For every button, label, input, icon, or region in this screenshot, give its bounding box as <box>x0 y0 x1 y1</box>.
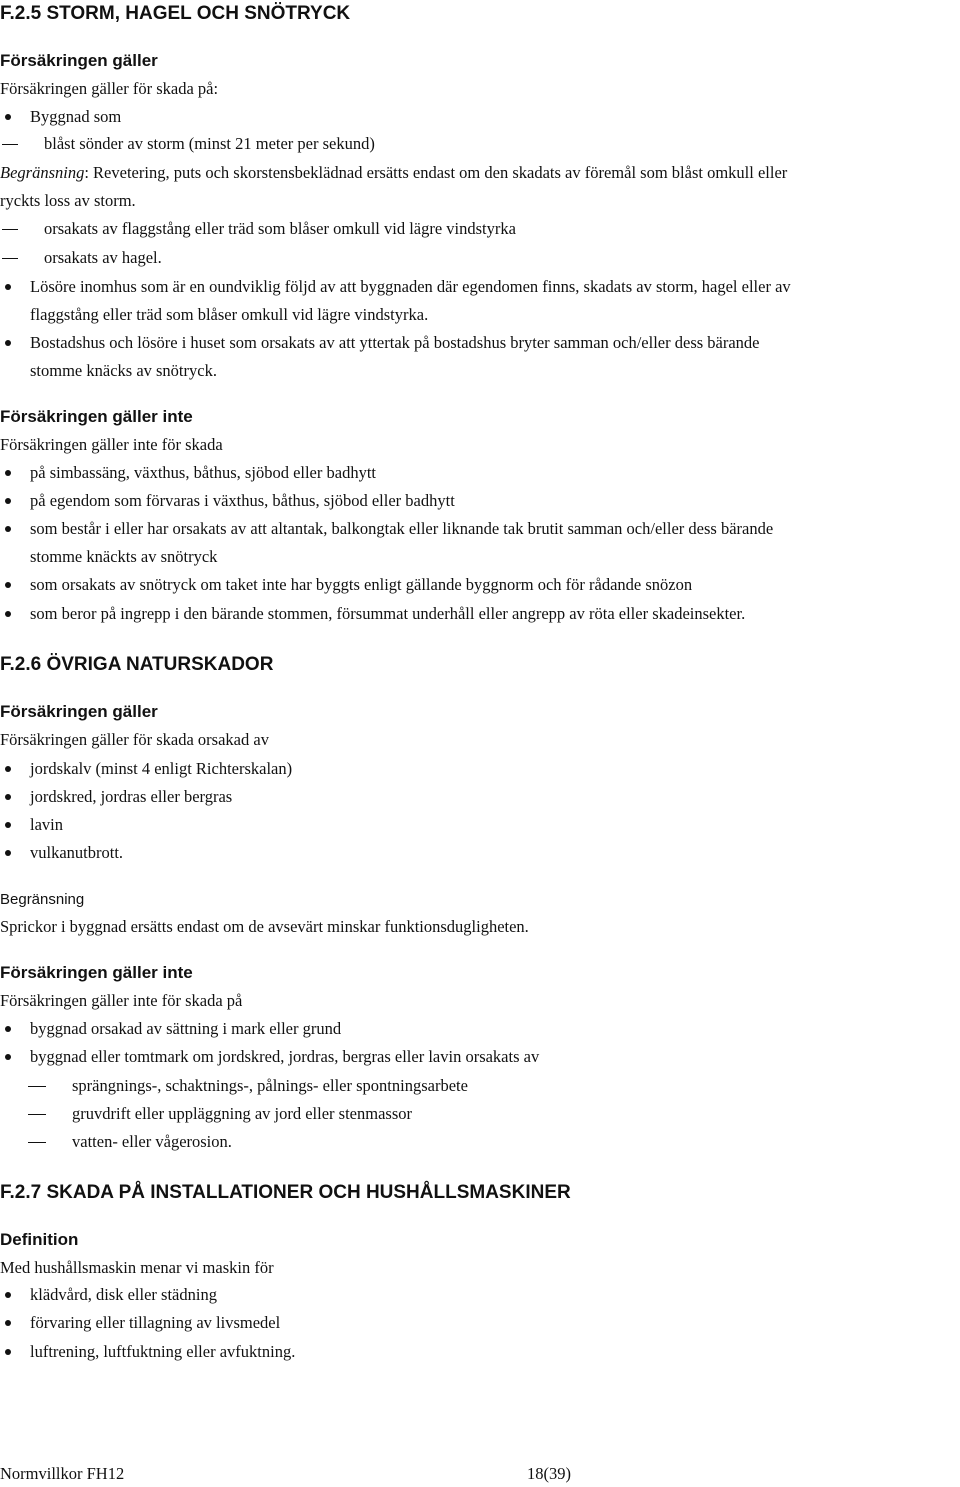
bullet-icon <box>5 340 11 346</box>
bullet-icon <box>5 284 11 290</box>
f26-galler-intro: Försäkringen gäller för skada orsakad av <box>0 730 269 749</box>
f26-sub-item: gruvdrift eller uppläggning av jord eller stenmassor <box>72 1104 412 1123</box>
dash-icon <box>2 229 18 230</box>
f26-inte-1: byggnad orsakad av sättning i mark eller grund <box>30 1019 342 1038</box>
bullet-icon <box>5 1320 11 1326</box>
dash-icon <box>2 258 18 259</box>
bullet-icon <box>5 611 11 617</box>
dash-icon <box>28 1114 46 1115</box>
f25-begransning-text: : Revetering, puts och skorstensbeklädnad ersätts endast om den skadats av föremål som blåst omkull eller <box>84 163 788 182</box>
f27-item: förvaring eller tillagning av livsmedel <box>30 1313 281 1332</box>
bullet-icon <box>5 850 11 856</box>
f25-begransning <box>0 163 787 183</box>
f26-galler-heading: Försäkringen gäller <box>0 702 158 721</box>
bullet-icon <box>5 822 11 828</box>
bullet-icon <box>5 1054 11 1060</box>
section-title-f27: F.2.7 SKADA PÅ INSTALLATIONER OCH HUSHÅLLSMASKINER <box>0 1182 571 1203</box>
bullet-icon <box>5 1026 11 1032</box>
dash-icon <box>2 144 18 145</box>
f25-begransning-label: Begränsning <box>0 163 85 182</box>
f26-item: jordskred, jordras eller bergras <box>30 787 233 806</box>
f25-inte-2: på egendom som förvaras i växthus, båthus, sjöbod eller badhytt <box>30 491 455 510</box>
bullet-icon <box>5 114 11 120</box>
f25-begransning-cont: ryckts loss av storm. <box>0 191 136 210</box>
f25-losore-1: Lösöre inomhus som är en oundviklig följd av att byggnaden där egendomen finns, skadats av storm, hagel eller av <box>30 277 791 296</box>
f25-galler-intro: Försäkringen gäller för skada på: <box>0 79 219 98</box>
bullet-icon <box>5 498 11 504</box>
f25-inte-5: som beror på ingrepp i den bärande stommen, försummat underhåll eller angrepp av röta eller skadeinsekter. <box>30 604 746 623</box>
f26-begransning-heading: Begränsning <box>0 891 85 908</box>
section-title-f26: F.2.6 ÖVRIGA NATURSKADOR <box>0 654 274 675</box>
f25-inte-3a: som består i eller har orsakats av att altantak, balkongtak eller liknande tak brutit samman och/eller dess bärande <box>30 519 774 538</box>
bullet-icon <box>5 526 11 532</box>
f27-item: klädvård, disk eller städning <box>30 1285 217 1304</box>
f26-inte-2: byggnad eller tomtmark om jordskred, jordras, bergras eller lavin orsakats av <box>30 1047 540 1066</box>
f26-begransning-text: Sprickor i byggnad ersätts endast om de avsevärt minskar funktionsdugligheten. <box>0 917 529 936</box>
bullet-icon <box>5 1292 11 1298</box>
f27-definition-intro: Med hushållsmaskin menar vi maskin för <box>0 1258 274 1277</box>
f25-bostadshus-1: Bostadshus och lösöre i huset som orsakats av att yttertak på bostadshus bryter samman och/eller dess bärande <box>30 333 760 352</box>
dash-icon <box>28 1086 46 1087</box>
f27-item: luftrening, luftfuktning eller avfuktning. <box>30 1342 296 1361</box>
bullet-icon <box>5 766 11 772</box>
f25-blast-sonder: blåst sönder av storm (minst 21 meter per sekund) <box>44 134 375 153</box>
footer-doc-name: Normvillkor FH12 <box>0 1464 125 1483</box>
bullet-icon <box>5 794 11 800</box>
bullet-icon <box>5 582 11 588</box>
f25-galler-heading: Försäkringen gäller <box>0 51 158 70</box>
f25-bostadshus-2: stomme knäcks av snötryck. <box>30 361 217 380</box>
f26-sub-item: vatten- eller vågerosion. <box>72 1132 232 1151</box>
f25-losore-2: flaggstång eller träd som blåser omkull vid lägre vindstyrka. <box>30 305 429 324</box>
f25-inte-1: på simbassäng, växthus, båthus, sjöbod eller badhytt <box>30 463 376 482</box>
f25-hagel: orsakats av hagel. <box>44 248 162 267</box>
f25-flaggstang: orsakats av flaggstång eller träd som blåser omkull vid lägre vindstyrka <box>44 219 516 238</box>
f26-item: lavin <box>30 815 63 834</box>
f26-item: jordskalv (minst 4 enligt Richterskalan) <box>30 759 293 778</box>
footer-page-number: 18(39) <box>527 1464 571 1483</box>
f25-inte-heading: Försäkringen gäller inte <box>0 407 193 426</box>
f27-definition-heading: Definition <box>0 1230 79 1249</box>
f26-inte-heading: Försäkringen gäller inte <box>0 963 193 982</box>
f26-inte-intro: Försäkringen gäller inte för skada på <box>0 991 243 1010</box>
f26-item: vulkanutbrott. <box>30 843 124 862</box>
f25-byggnad: Byggnad som <box>30 107 122 126</box>
f25-inte-intro: Försäkringen gäller inte för skada <box>0 435 223 454</box>
f25-inte-3b: stomme knäckts av snötryck <box>30 547 218 566</box>
f25-inte-4: som orsakats av snötryck om taket inte har byggts enligt gällande byggnorm och för rådande snözon <box>30 575 693 594</box>
bullet-icon <box>5 1349 11 1355</box>
section-title-f25: F.2.5 STORM, HAGEL OCH SNÖTRYCK <box>0 3 351 24</box>
f26-sub-item: sprängnings-, schaktnings-, pålnings- eller spontningsarbete <box>72 1076 468 1095</box>
dash-icon <box>28 1142 46 1143</box>
bullet-icon <box>5 470 11 476</box>
